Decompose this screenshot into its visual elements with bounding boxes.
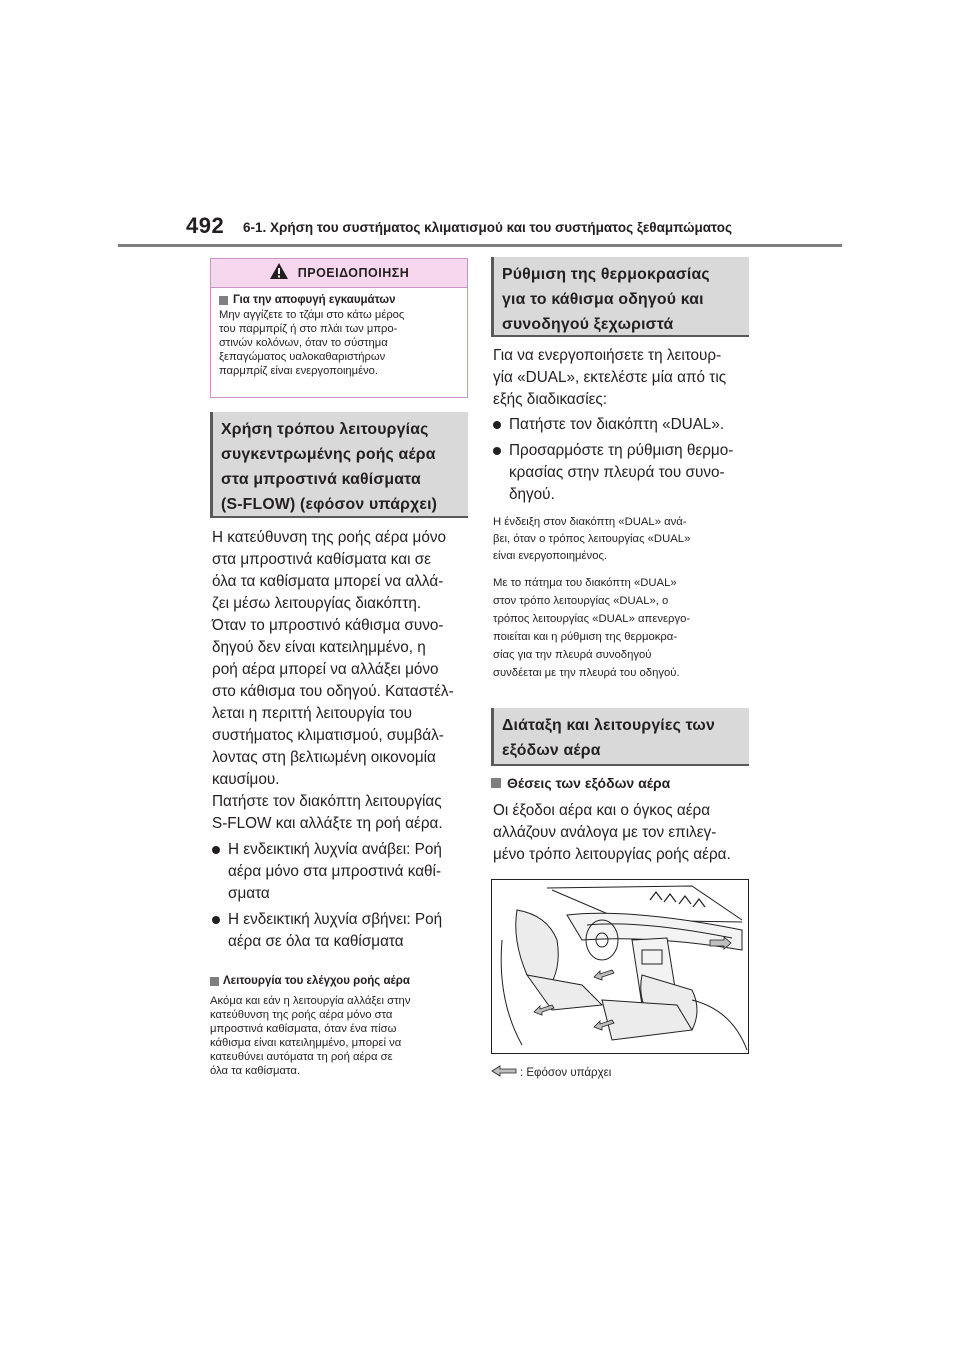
text-line: Πατήστε τον διακόπτη «DUAL». [509,416,725,433]
text-line: κάθισμα είναι κατειλημμένο, μπορεί να [210,1037,402,1049]
text-line: είναι ενεργοποιημένος. [493,550,608,562]
warning-header [211,259,467,288]
warning-line: παρμπρίζ είναι ενεργοποιημένο. [219,365,379,377]
text-line: Όταν το μπροστινό κάθισμα συνο- [212,617,444,634]
car-interior-illustration [491,879,749,1054]
note-text [210,994,410,1078]
text-line: αέρα σε όλα τα καθίσματα [228,933,404,950]
text-line: ροή αέρα μπορεί να αλλάξει μόνο [212,661,439,678]
text-line: δηγού. [509,486,555,503]
chapter-title: 6-1. Χρήση του συστήματος κλιματισμού και του συστήματος ξεθαμπώματος [243,220,732,235]
text-line: αέρα μόνο στα μπροστινά καθί- [228,863,442,880]
heading-line: Χρήση τρόπου λειτουργίας [221,421,429,438]
bullet-dot-icon [212,846,220,854]
text-line: αλλάζουν ανάλογα με τον επιλεγ- [493,824,717,841]
section-heading-air-outlets [491,708,749,766]
warning-line: Μην αγγίζετε το τζάμι στο κάτω μέρος [219,309,405,321]
s-flow-instruction [212,791,443,835]
warning-title: ΠΡΟΕΙΔΟΠΟΙΗΣΗ [297,266,410,280]
text-line: γία «DUAL», εκτελέστε μία από τις [493,369,727,386]
dual-indicator-note [493,514,690,565]
text-line: μπροστινά καθίσματα, όταν ένα πίσω [210,1023,397,1035]
square-bullet-icon [491,778,501,788]
text-line: τρόπος λειτουργίας «DUAL» απενεργο- [493,613,691,625]
heading-line: για το κάθισμα οδηγού και [502,291,704,308]
text-line: Η ενδεικτική λυχνία ανάβει: Ροή [228,841,442,858]
text-line: κρασίας στην πλευρά του συνο- [509,464,725,481]
vent-arrow-icon [491,1065,517,1080]
text-line: μένο τρόπο λειτουργίας ροής αέρα. [493,846,731,863]
warning-subtitle [219,294,459,306]
heading-line: συγκεντρωμένης ροής αέρα [221,446,436,463]
text-line: Ακόμα και εάν η λειτουργία αλλάξει στην [210,995,411,1007]
bullet-dot-icon [493,421,501,429]
text-line: S-FLOW και αλλάξτε τη ροή αέρα. [212,815,443,832]
warning-triangle-icon [269,262,289,285]
text-line: εξής διαδικασίες: [493,391,608,408]
bullet-dot-icon [493,447,501,455]
text-line: λοντας στη βελτιωμένη οικονομία [212,749,436,766]
text-line: λεται η περιττή λειτουργία του [212,705,412,722]
text-line: στο κάθισμα του οδηγού. Καταστέλ- [212,683,454,700]
heading-line: στα μπροστινά καθίσματα [221,471,421,488]
text-line: στον τρόπο λειτουργίας «DUAL», ο [493,595,669,607]
square-bullet-icon [219,296,228,305]
text-line: σίας για την πλευρά συνοδηγού [493,649,652,661]
dual-switch-note [493,574,690,682]
text-line: Οι έξοδοι αέρα και ο όγκος αέρα [493,802,711,819]
text-line: ζει μέσω λειτουργίας διακόπτη. [212,595,422,612]
text-line: Με το πάτημα του διακόπτη «DUAL» [493,577,677,589]
heading-line: συνοδηγού ξεχωριστά [502,316,674,333]
section-heading-s-flow [210,412,468,518]
s-flow-description [212,527,454,791]
warning-line: του παρμπρίζ ή στο πλάι των μπρο- [219,323,398,335]
text-line: Η κατεύθυνση της ροής αέρα μόνο [212,529,446,546]
text-line: καυσίμου. [212,771,280,788]
note-heading [210,975,410,987]
text-line: στα μπροστινά καθίσματα και σε [212,551,432,568]
heading-line: Ρύθμιση της θερμοκρασίας [502,266,710,283]
note-title: Λειτουργία του ελέγχου ροής αέρα [223,975,410,987]
text-line: Για να ενεργοποιήσετε τη λειτουρ- [493,347,722,364]
outlet-locations-heading [491,775,670,791]
square-bullet-icon [210,977,219,986]
text-line: όλα τα καθίσματα μπορεί να αλλά- [212,573,444,590]
bullet-dot-icon [212,916,220,924]
text-line: Η ενδεικτική λυχνία σβήνει: Ροή [228,911,443,928]
text-line: Πατήστε τον διακόπτη λειτουργίας [212,793,442,810]
warning-line: ξεπαγώματος υαλοκαθαριστήρων [219,351,386,363]
heading-line: (S-FLOW) (εφόσον υπάρχει) [221,496,438,513]
heading-line: εξόδων αέρα [502,742,601,759]
dual-intro [493,345,726,411]
text-line: κατεύθυνση της ροής αέρα μόνο στα [210,1009,393,1021]
heading-line: Διάταξη και λειτουργίες των [502,717,715,734]
text-line: ποιείται και η ρύθμιση της θερμοκρα- [493,631,678,643]
warning-text [219,308,459,378]
warning-box [210,258,468,398]
text-line: κατευθύνει αυτόματα τη ροή αέρα σε [210,1051,393,1063]
text-line: Προσαρμόστε τη ρύθμιση θερμο- [509,442,734,459]
warning-subtitle-text: Για την αποφυγή εγκαυμάτων [233,294,396,306]
text-line: σματα [228,885,270,902]
text-line: όλα τα καθίσματα. [210,1065,301,1077]
legend-text: : Εφόσον υπάρχει [520,1066,612,1079]
sub-heading-text: Θέσεις των εξόδων αέρα [507,775,671,791]
warning-line: στινών κολόνων, όταν το σύστημα [219,337,388,349]
text-line: συστήματος κλιματισμού, συμβάλ- [212,727,444,744]
header-divider [118,244,842,247]
text-line: συνδέεται με την πλευρά του οδηγού. [493,667,680,679]
text-line: βει, όταν ο τρόπος λειτουργίας «DUAL» [493,533,691,545]
page-number: 492 [186,213,225,238]
figure-legend [491,1065,611,1080]
section-heading-dual [491,257,749,337]
text-line: Η ένδειξη στον διακόπτη «DUAL» ανά- [493,516,687,528]
text-line: δηγού δεν είναι κατειλημμένο, η [212,639,426,656]
outlet-description [493,800,731,866]
